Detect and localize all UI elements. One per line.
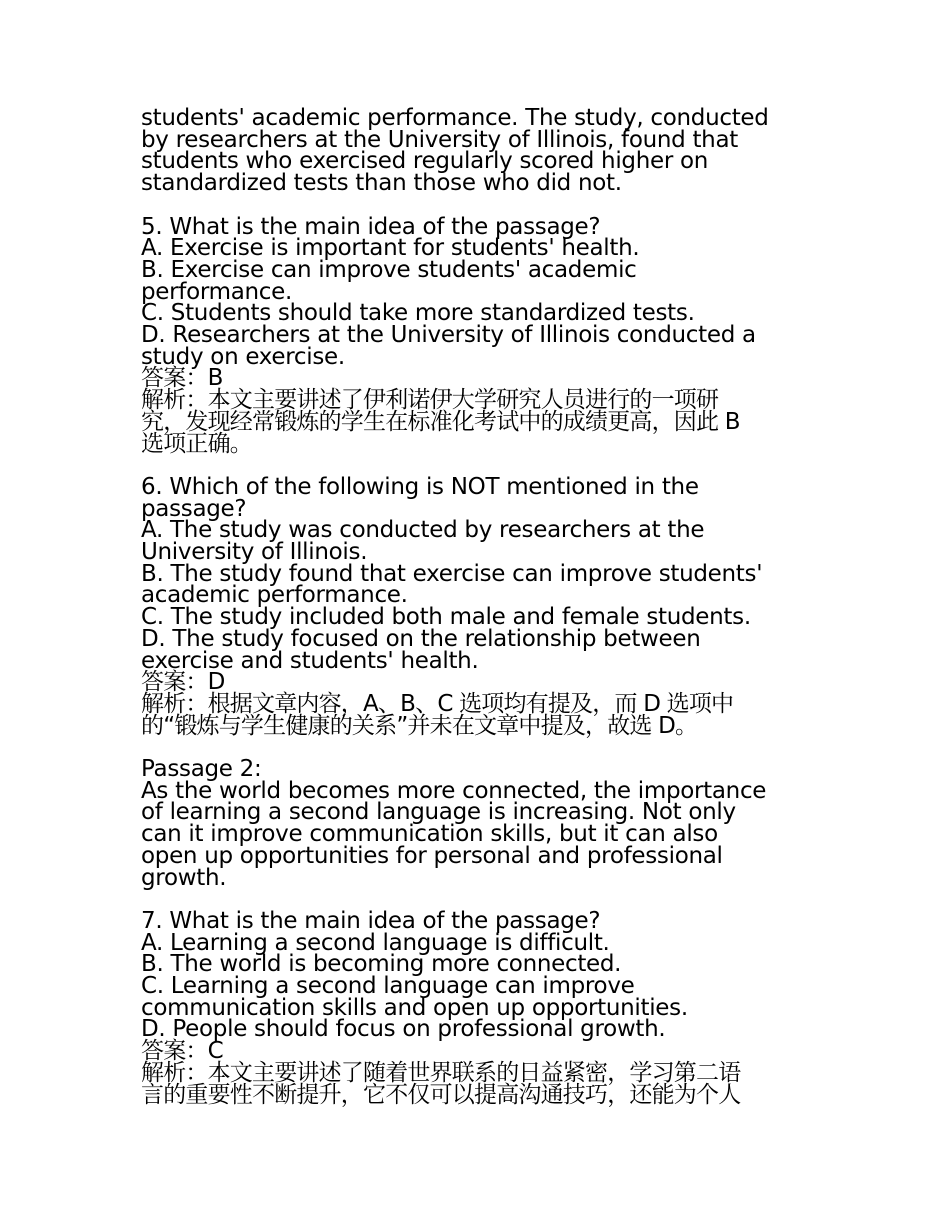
option-line: D. People should focus on professional growth.	[141, 1016, 666, 1043]
option-line: performance.	[141, 278, 293, 305]
text-line: by researchers at the University of Illinois, found that	[141, 126, 738, 153]
question-5	[141, 213, 821, 457]
text-line: students' academic performance. The study, conducted	[141, 105, 769, 131]
question-text: 6. Which of the following is NOT mentioned in the	[141, 473, 699, 500]
option-line: A. The study was conducted by researchers at the	[141, 517, 705, 544]
text-line: As the world becomes more connected, the importance	[141, 777, 767, 804]
option-line: D. Researchers at the University of Illinois conducted a	[141, 322, 756, 349]
text-line: of learning a second language is increasing. Not only	[141, 799, 736, 826]
option-line: University of Illinois.	[141, 539, 368, 566]
option-line: A. Exercise is important for students' health.	[141, 235, 640, 262]
answer-line: 答案：B	[141, 365, 223, 392]
answer-line: 答案：D	[141, 669, 225, 696]
question-text: passage?	[141, 495, 247, 522]
text-line: can it improve communication skills, but it can also	[141, 821, 718, 848]
analysis-line: 的“锻炼与学生健康的关系”并未在文章中提及，故选 D。	[141, 712, 698, 739]
analysis-line: 言的重要性不断提升，它不仅可以提高沟通技巧，还能为个人	[141, 1081, 741, 1108]
option-line: C. Students should take more standardized tests.	[141, 300, 695, 327]
analysis-line: 究，发现经常锻炼的学生在标准化考试中的成绩更高，因此 B	[141, 408, 740, 435]
option-line: A. Learning a second language is difficult.	[141, 929, 610, 956]
option-line: academic performance.	[141, 582, 408, 609]
passage-heading: Passage 2:	[141, 756, 262, 783]
question-6	[141, 473, 821, 739]
option-line: C. The study included both male and female students.	[141, 604, 751, 631]
analysis-line: 选项正确。	[141, 430, 253, 457]
passage1-tail	[141, 105, 821, 197]
option-line: B. The world is becoming more connected.	[141, 951, 622, 978]
passage-2	[141, 756, 821, 891]
option-line: C. Learning a second language can improve	[141, 973, 635, 1000]
option-line: D. The study focused on the relationship between	[141, 625, 701, 652]
analysis-line: 解析：本文主要讲述了伊利诺伊大学研究人员进行的一项研	[141, 387, 719, 414]
document-page	[141, 105, 821, 1108]
option-line: study on exercise.	[141, 343, 345, 370]
question-text: 7. What is the main idea of the passage?	[141, 907, 601, 934]
question-7	[141, 907, 821, 1108]
option-line: communication skills and open up opportunities.	[141, 994, 688, 1021]
text-line: open up opportunities for personal and professional	[141, 842, 723, 869]
analysis-line: 解析：根据文章内容，A、B、C 选项均有提及，而 D 选项中	[141, 690, 734, 717]
text-line: growth.	[141, 864, 227, 891]
answer-line: 答案：C	[141, 1038, 223, 1065]
question-text: 5. What is the main idea of the passage?	[141, 213, 601, 240]
option-line: B. Exercise can improve students' academic	[141, 256, 637, 283]
text-line: standardized tests than those who did not.	[141, 170, 622, 197]
option-line: exercise and students' health.	[141, 647, 479, 674]
analysis-line: 解析：本文主要讲述了随着世界联系的日益紧密，学习第二语	[141, 1059, 741, 1086]
option-line: B. The study found that exercise can improve students'	[141, 560, 763, 587]
text-line: students who exercised regularly scored higher on	[141, 148, 709, 175]
